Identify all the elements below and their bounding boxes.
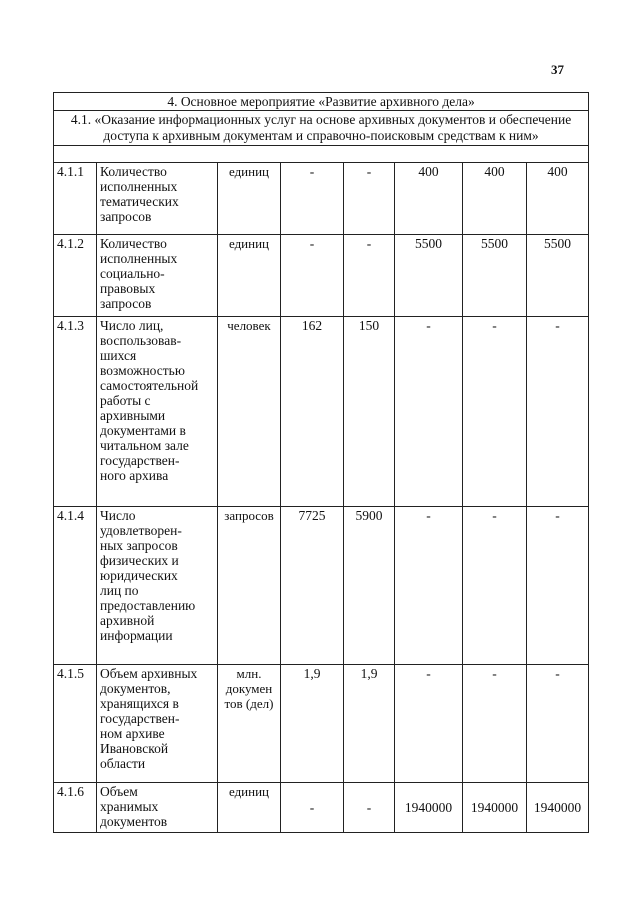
subsection-title: 4.1. «Оказание информационных услуг на основе архивных документов и обеспечение доступа к архивным документам и справочно-поисковым средствам к ним» (54, 111, 589, 146)
indicator-name-line: области (100, 756, 146, 771)
unit-of-measure (218, 163, 281, 235)
indicator-name-line: ном архиве (100, 726, 165, 741)
value-cell-v4: 400 (463, 163, 527, 235)
row-number: 4.1.6 (54, 783, 97, 833)
indicator-name-line: шихся (100, 348, 137, 363)
value-cell-v1: - (281, 235, 344, 317)
indicator-name-line: возможностью (100, 363, 185, 378)
indicator-name (97, 783, 218, 833)
indicator-name (97, 163, 218, 235)
indicator-name-line: запросов (100, 209, 152, 224)
indicator-name-line: читальном зале (100, 438, 189, 453)
indicator-name-line: Объем архивных (100, 666, 198, 681)
indicators-table (53, 92, 589, 833)
unit-line: единиц (228, 236, 270, 251)
value-cell-v1: 162 (281, 317, 344, 507)
table-row (54, 665, 589, 783)
spacer-cell (54, 146, 589, 163)
section-title: 4. Основное мероприятие «Развитие архивного дела» (54, 93, 589, 111)
unit-line: единиц (228, 164, 270, 179)
indicator-name-line: Ивановской (100, 741, 169, 756)
indicator-name (97, 507, 218, 665)
value-cell-v4: 1940000 (463, 783, 527, 833)
indicator-name-line: ных запросов (100, 538, 178, 553)
indicator-name (97, 665, 218, 783)
indicator-name-line: исполненных (100, 179, 178, 194)
value-cell-v2: 5900 (344, 507, 395, 665)
spacer-row (54, 146, 589, 163)
table-row (54, 317, 589, 507)
indicator-name-line: хранимых (100, 799, 159, 814)
unit-line: человек (227, 318, 271, 333)
value-cell-v3: 5500 (395, 235, 463, 317)
row-number: 4.1.5 (54, 665, 97, 783)
indicator-name-line: государствен- (100, 453, 180, 468)
section-header-row (54, 93, 589, 111)
indicator-name-line: Объем (100, 784, 138, 799)
unit-of-measure (218, 317, 281, 507)
indicator-name-line: государствен- (100, 711, 180, 726)
indicator-name-line: документов (100, 814, 168, 829)
indicator-name-line: информации (100, 628, 173, 643)
indicator-name-line: архивными (100, 408, 166, 423)
unit-line: запросов (224, 508, 274, 523)
page-number: 37 (551, 62, 564, 77)
unit-line: единиц (228, 784, 270, 799)
value-cell-v1: 7725 (281, 507, 344, 665)
unit-of-measure (218, 235, 281, 317)
indicator-name-line: Количество (100, 236, 167, 251)
indicator-name-line: ного архива (100, 468, 169, 483)
value-cell-v2: 150 (344, 317, 395, 507)
row-number: 4.1.3 (54, 317, 97, 507)
value-cell-v5: - (527, 665, 589, 783)
value-cell-v2: - (344, 783, 395, 833)
value-cell-v5: - (527, 507, 589, 665)
value-cell-v4: - (463, 507, 527, 665)
value-cell-v4: - (463, 317, 527, 507)
row-number: 4.1.1 (54, 163, 97, 235)
value-cell-v5: 5500 (527, 235, 589, 317)
value-cell-v3: - (395, 317, 463, 507)
row-number: 4.1.2 (54, 235, 97, 317)
value-cell-v2: 1,9 (344, 665, 395, 783)
row-number: 4.1.4 (54, 507, 97, 665)
value-cell-v5: - (527, 317, 589, 507)
indicator-name-line: тематических (100, 194, 179, 209)
unit-of-measure (218, 507, 281, 665)
indicator-name-line: исполненных (100, 251, 178, 266)
value-cell-v2: - (344, 163, 395, 235)
indicator-name-line: правовых (100, 281, 156, 296)
indicator-name-line: запросов (100, 296, 152, 311)
value-cell-v3: - (395, 507, 463, 665)
value-cell-v3: 400 (395, 163, 463, 235)
table-row (54, 783, 589, 833)
unit-line: млн. (236, 666, 262, 681)
indicator-name-line: хранящихся в (100, 696, 179, 711)
indicator-name-line: документов, (100, 681, 171, 696)
table-row (54, 235, 589, 317)
indicator-name-line: воспользовав- (100, 333, 182, 348)
indicator-name-line: физических и (100, 553, 179, 568)
unit-of-measure (218, 783, 281, 833)
value-cell-v3: - (395, 665, 463, 783)
indicator-name-line: предоставлению (100, 598, 196, 613)
unit-line: докумен (225, 681, 273, 696)
indicator-name-line: Число лиц, (100, 318, 164, 333)
value-cell-v1: - (281, 783, 344, 833)
indicator-name-line: самостоятельной (100, 378, 199, 393)
unit-of-measure (218, 665, 281, 783)
value-cell-v5: 1940000 (527, 783, 589, 833)
indicator-name-line: социально- (100, 266, 165, 281)
value-cell-v3: 1940000 (395, 783, 463, 833)
indicator-name-line: архивной (100, 613, 155, 628)
indicator-name-line: Число (100, 508, 136, 523)
indicator-name-line: работы с (100, 393, 151, 408)
indicator-name (97, 317, 218, 507)
value-cell-v1: - (281, 163, 344, 235)
unit-line: тов (дел) (224, 696, 274, 711)
indicator-name-line: юридических (100, 568, 178, 583)
value-cell-v4: - (463, 665, 527, 783)
value-cell-v5: 400 (527, 163, 589, 235)
indicator-name-line: документами в (100, 423, 186, 438)
subsection-header-row (54, 111, 589, 146)
value-cell-v1: 1,9 (281, 665, 344, 783)
table-row (54, 507, 589, 665)
value-cell-v4: 5500 (463, 235, 527, 317)
value-cell-v2: - (344, 235, 395, 317)
indicator-name-line: Количество (100, 164, 167, 179)
indicator-name (97, 235, 218, 317)
indicator-name-line: лиц по (100, 583, 139, 598)
table-row (54, 163, 589, 235)
indicator-name-line: удовлетворен- (100, 523, 182, 538)
